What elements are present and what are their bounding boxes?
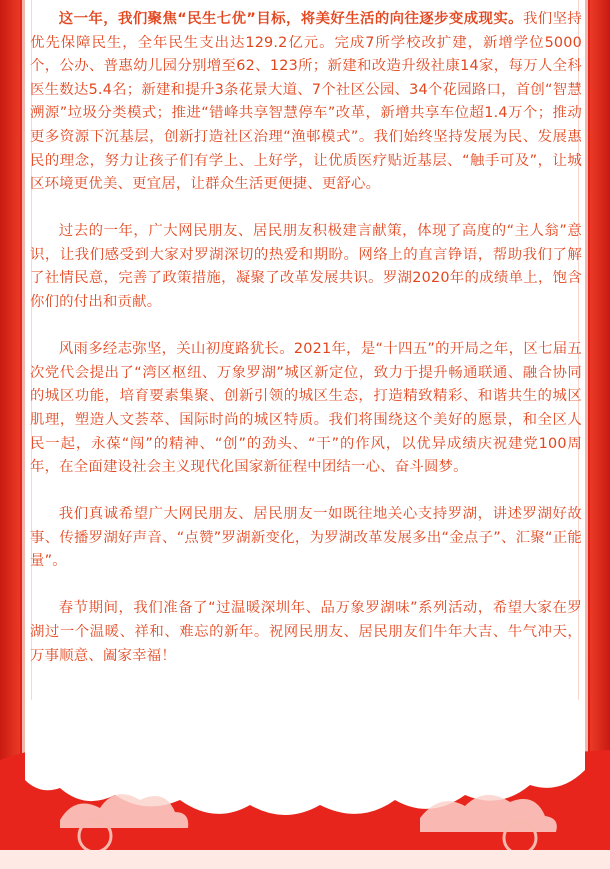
paragraph-3 xyxy=(30,338,582,480)
paragraph-5 xyxy=(30,597,582,668)
paragraph-1 xyxy=(30,8,582,197)
paragraph-4 xyxy=(30,503,582,574)
paragraph-2 xyxy=(30,220,582,314)
paragraph-1-text: 我们坚持优先保障民生，全年民生支出达129.2亿元。完成7所学校改扩建，新增学位5000个，公办、普惠幼儿园分别增至62、123所；新建和改造升级社康14家，每万人全科医生数达5.4名；新建和提升3条花景大道、7个社区公园、34个花园路口，首创“智慧溯源”垃圾分类模式；推进“错峰共享智慧停车”改革，新增共享车位超1.4万个；推动更多资源下沉基层，创新打造社区治理“渔邨模式”。我们始终坚持发展为民、发展惠民的理念，努力让孩子们有学上、上好学，让优质医疗贴近基层、“触手可及”，让城区环境更优美、更宜居，让群众生活更便捷、更舒心。 xyxy=(30,11,582,193)
paragraph-4-text: 我们真诚希望广大网民朋友、居民朋友一如既往地关心支持罗湖，讲述罗湖好故事、传播罗湖好声音、“点赞”罗湖新变化，为罗湖改革发展多出“金点子”、汇聚“正能量”。 xyxy=(30,506,582,570)
paragraph-1-lead: 这一年，我们聚焦“民生七优”目标，将美好生活的向往逐步变成现实。 xyxy=(58,11,523,27)
letter-body xyxy=(30,8,582,668)
cloud-decoration xyxy=(0,700,610,869)
paragraph-5-text: 春节期间，我们准备了“过温暖深圳年、品万象罗湖味”系列活动，希望大家在罗湖过一个温暖、祥和、难忘的新年。祝网民朋友、居民朋友们牛年大吉、牛气冲天，万事顺意、阖家幸福！ xyxy=(30,600,582,664)
paragraph-2-text: 过去的一年，广大网民朋友、居民朋友积极建言献策，体现了高度的“主人翁”意识，让我们感受到大家对罗湖深切的热爱和期盼。网络上的直言铮语，帮助我们了解了社情民意，完善了政策措施，凝聚了改革发展共识。罗湖2020年的成绩单上，饱含你们的付出和贡献。 xyxy=(30,223,582,311)
paragraph-3-text: 风雨多经志弥坚，关山初度路犹长。2021年，是“十四五”的开局之年，区七届五次党代会提出了“湾区枢纽、万象罗湖”城区新定位，致力于提升畅通联通、融合协同的城区功能，培育要素集聚、创新引领的城区生态，打造精致精彩、和谐共生的城区肌理，塑造人文荟萃、国际时尚的城区特质。我们将围绕这个美好的愿景，和全区人民一起，永葆“闯”的精神、“创”的劲头、“干”的作风，以优异成绩庆祝建党100周年，在全面建设社会主义现代化国家新征程中团结一心、奋斗圆梦。 xyxy=(30,341,582,476)
